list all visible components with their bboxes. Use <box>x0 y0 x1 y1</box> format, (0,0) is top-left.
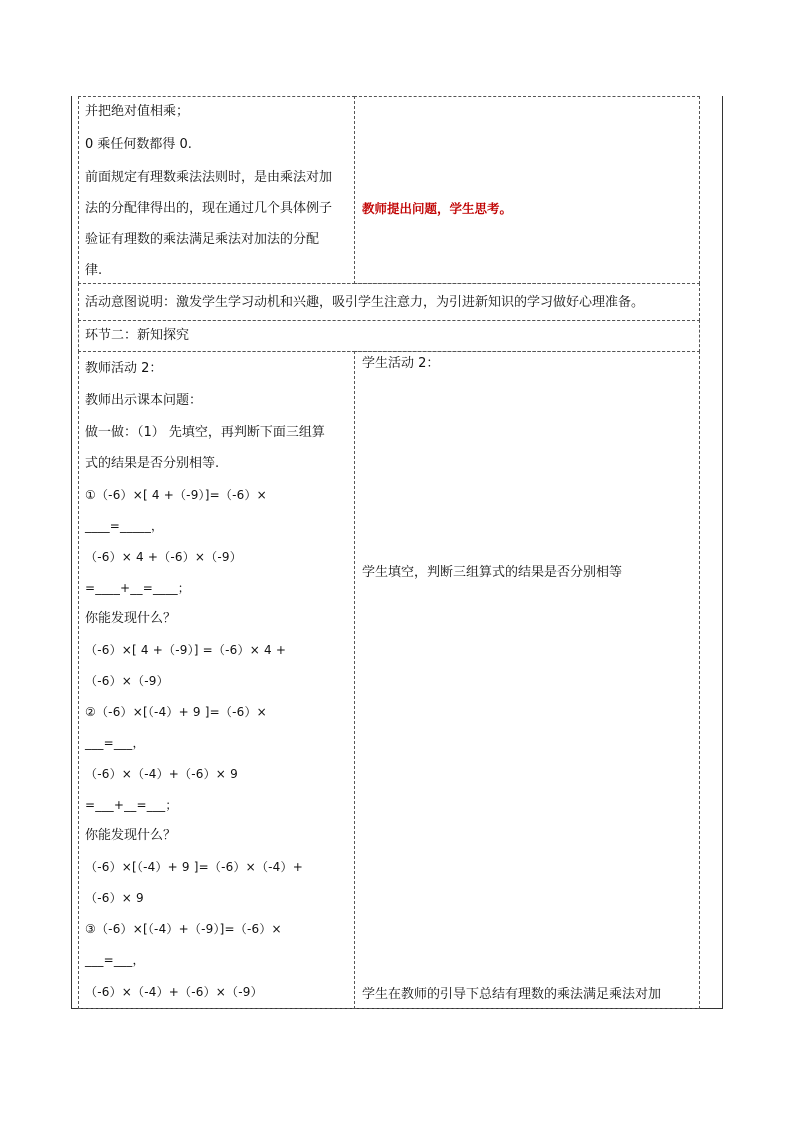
text-line: 式的结果是否分别相等. <box>85 456 220 471</box>
math-line: ①（-6）×[ 4 +（-9）]=（-6）× <box>85 488 267 502</box>
student-activity-text: 学生填空，判断三组算式的结果是否分别相等 <box>362 565 623 580</box>
activity-intent-text: 活动意图说明：激发学生学习动机和兴趣，吸引学生注意力，为引进新知识的学习做好心理准备。 <box>85 295 645 310</box>
math-line: （-6）× 9 <box>85 891 144 905</box>
text-line: 0 乘任何数都得 0. <box>85 137 192 152</box>
student-activity-text: 学生在教师的引导下总结有理数的乘法满足乘法对加 <box>362 987 662 1002</box>
math-line: ____=_____， <box>85 519 164 533</box>
math-line: ③（-6）×[（-4）+（-9）]=（-6）× <box>85 922 282 936</box>
text-line: 做一做：（1） 先填空，再判断下面三组算 <box>85 425 325 440</box>
math-line: （-6）×（-4）+（-6）×（-9） <box>85 985 263 999</box>
student-activity-title: 学生活动 2： <box>362 356 440 371</box>
math-line: （-6）×（-9） <box>85 674 169 688</box>
teacher-activity-title: 教师活动 2： <box>85 361 163 376</box>
text-line: 法的分配律得出的，现在通过几个具体例子 <box>85 201 333 216</box>
text-line: 验证有理数的乘法满足乘法对加法的分配 <box>85 232 320 247</box>
text-line: 你能发现什么？ <box>85 611 177 626</box>
text-line: 律. <box>85 263 103 278</box>
text-line: 前面规定有理数乘法法则时，是由乘法对加 <box>85 170 333 185</box>
math-line: ___=___， <box>85 736 145 750</box>
text-line: 并把绝对值相乘； <box>85 104 190 119</box>
math-line: （-6）×[ 4 +（-9）] =（-6）× 4 + <box>85 643 287 657</box>
text-line: 教师出示课本问题： <box>85 393 203 408</box>
math-line: ___=___， <box>85 953 145 967</box>
text-line: 你能发现什么？ <box>85 828 177 843</box>
section-heading: 环节二：新知探究 <box>85 328 190 343</box>
math-line: =___+__=___； <box>85 798 178 812</box>
math-line: ②（-6）×[（-4）+ 9 ]=（-6）× <box>85 705 267 719</box>
math-line: （-6）×（-4）+（-6）× 9 <box>85 767 238 781</box>
table-cell-student-top <box>354 96 700 284</box>
math-line: （-6）×[（-4）+ 9 ]=（-6）×（-4）+ <box>85 860 303 874</box>
table-cell-student-activity <box>354 351 700 1009</box>
math-line: =____+__=____； <box>85 581 190 595</box>
math-line: （-6）× 4 +（-6）×（-9） <box>85 550 242 564</box>
table-cell-teacher-top <box>78 96 355 284</box>
teacher-question-note: 教师提出问题，学生思考。 <box>362 201 513 216</box>
